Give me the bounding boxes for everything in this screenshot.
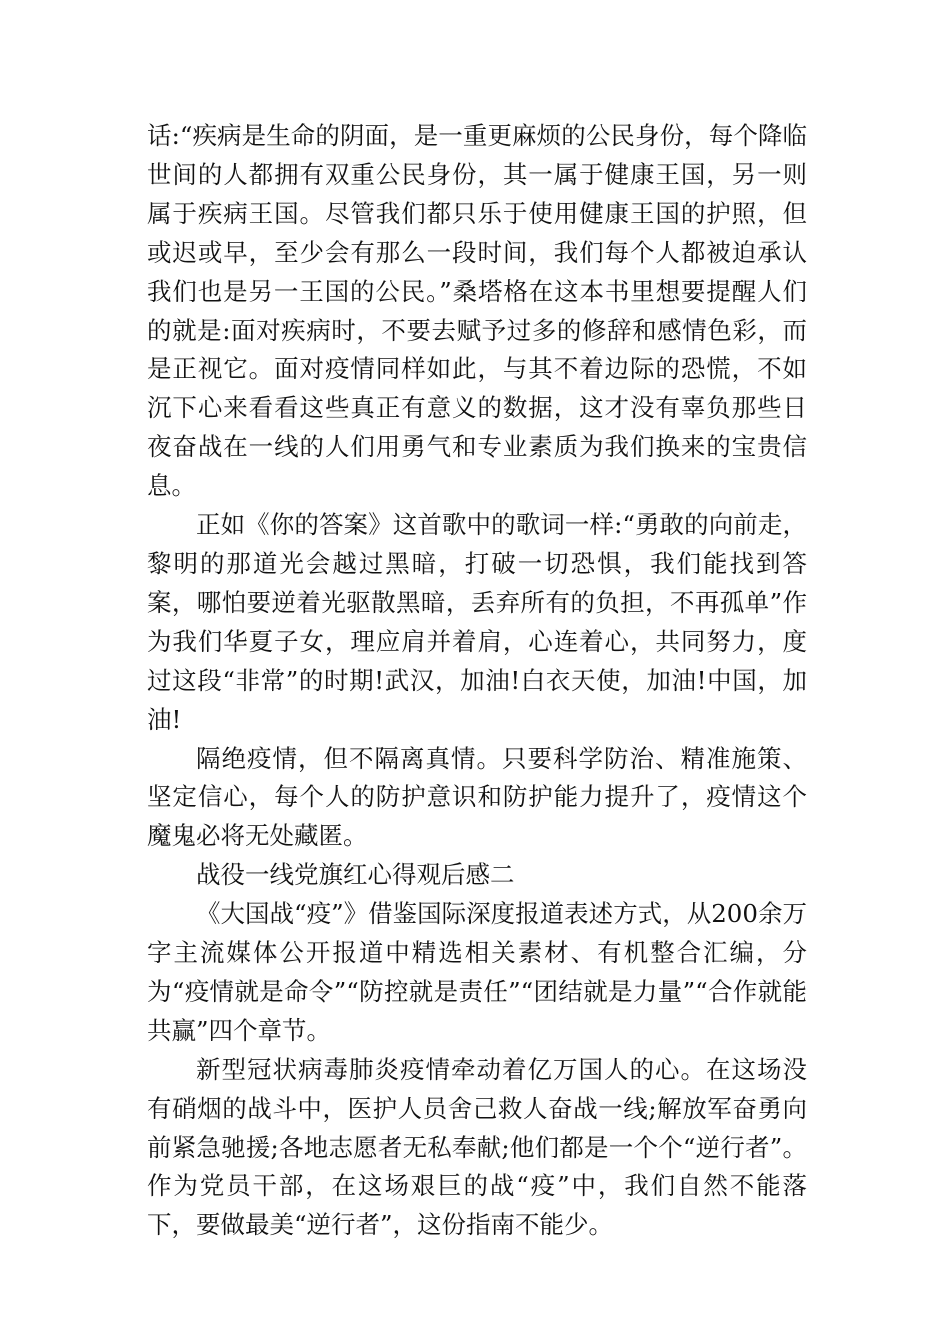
document-body (147, 117, 807, 1245)
paragraph-book-intro: 《大国战“疫”》借鉴国际深度报道表述方式，从200余万字主流媒体公开报道中精选相关素材、有机整合汇编，分为“疫情就是命令”“防控就是责任”“团结就是力量”“合作就能共赢”四个章节。 (147, 899, 807, 1045)
section-heading: 战役一线党旗红心得观后感二 (196, 860, 515, 890)
paragraph-song-lyrics: 正如《你的答案》这首歌中的歌词一样:“勇敢的向前走，黎明的那道光会越过黑暗，打破一切恐惧，我们能找到答案，哪怕要逆着光驱散黑暗，丢弃所有的负担，不再孤单”作为我们华夏子女，理应肩并着肩，心连着心，共同努力，度过这段“非常”的时期!武汉，加油!白衣天使，加油!中国，加油! (147, 510, 807, 734)
paragraph-epidemic: 新型冠状病毒肺炎疫情牵动着亿万国人的心。在这场没有硝烟的战斗中，医护人员舍己救人奋战一线;解放军奋勇向前紧急驰援;各地志愿者无私奉献;他们都是一个个“逆行者”。作为党员干部，在这场艰巨的战“疫”中，我们自然不能落下，要做最美“逆行者”，这份指南不能少。 (147, 1054, 807, 1240)
paragraph-continuation: 话:“疾病是生命的阴面，是一重更麻烦的公民身份，每个降临世间的人都拥有双重公民身份，其一属于健康王国，另一则属于疾病王国。尽管我们都只乐于使用健康王国的护照，但或迟或早，至少会有那么一段时间，我们每个人都被迫承认我们也是另一王国的公民。”桑塔格在这本书里想要提醒人们的就是:面对疾病时，不要去赋予过多的修辞和感情色彩，而是正视它。面对疫情同样如此，与其不着边际的恐慌，不如沉下心来看看这些真正有意义的数据，这才没有辜负那些日夜奋战在一线的人们用勇气和专业素质为我们换来的宝贵信息。 (147, 121, 807, 501)
paragraph-isolation: 隔绝疫情，但不隔离真情。只要科学防治、精准施策、坚定信心，每个人的防护意识和防护能力提升了，疫情这个魔鬼必将无处藏匿。 (147, 743, 807, 851)
